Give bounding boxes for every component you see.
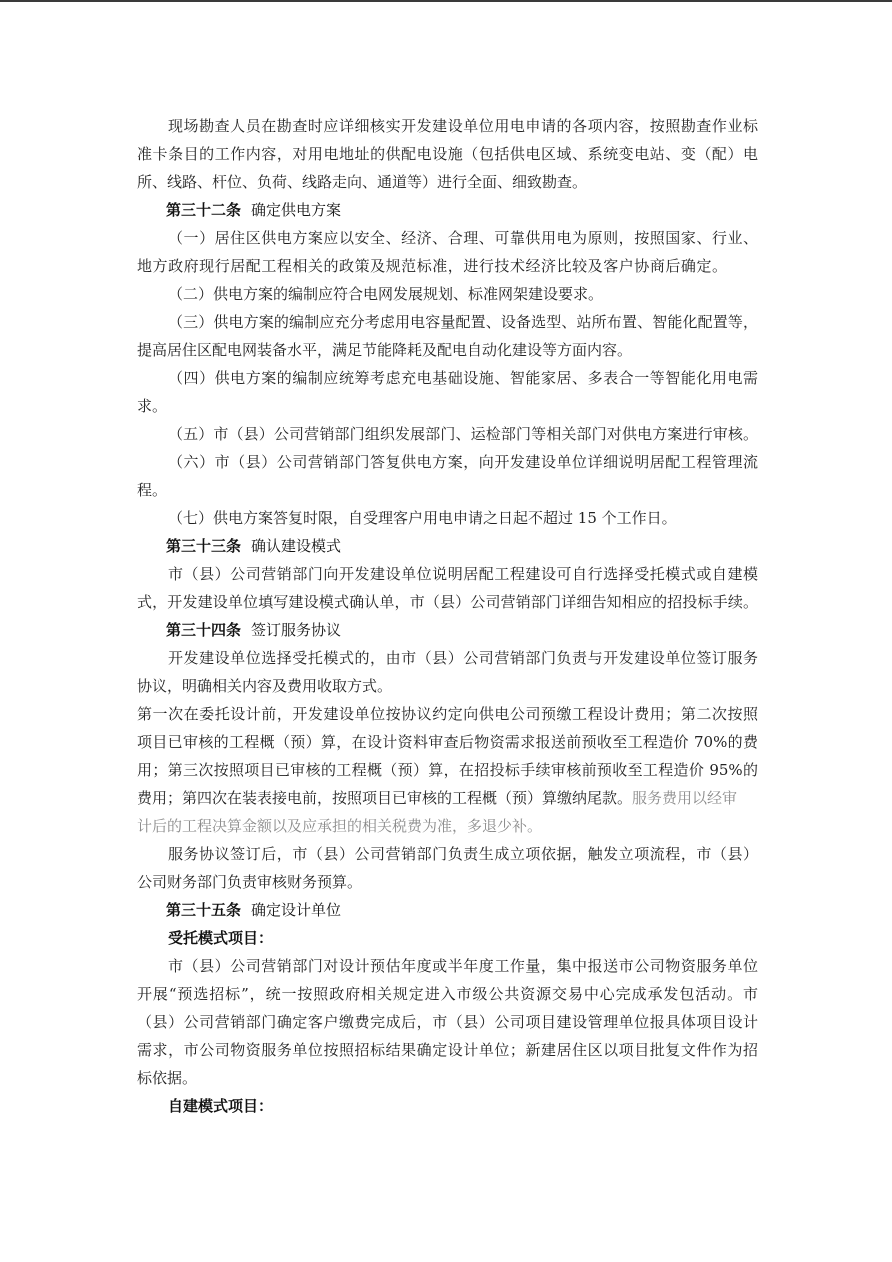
paragraph-line: 市（县）公司营销部门向开发建设单位说明居配工程建设可自行选择受托模式或自建模 xyxy=(168,565,758,583)
article-heading-33 xyxy=(166,536,341,556)
article-title: 确定设计单位 xyxy=(251,901,342,919)
paragraph-line: 所、线路、杆位、负荷、线路走向、通道等）进行全面、细致勘查。 xyxy=(137,173,588,191)
paragraph-line: 提高居住区配电网装备水平，满足节能降耗及配电自动化建设等方面内容。 xyxy=(137,341,633,359)
article-number: 第三十二条 xyxy=(166,201,242,219)
paragraph-line: 开展“预选招标”，统一按照政府相关规定进入市级公共资源交易中心完成承发包活动。市 xyxy=(137,985,758,1003)
paragraph-line: （七）供电方案答复时限，自受理客户用电申请之日起不超过 15 个工作日。 xyxy=(168,509,677,527)
paragraph-line: （二）供电方案的编制应符合电网发展规划、标准网架建设要求。 xyxy=(168,285,604,303)
paragraph-line: 第一次在委托设计前，开发建设单位按协议约定向供电公司预缴工程设计费用；第二次按照 xyxy=(137,705,758,723)
article-number: 第三十三条 xyxy=(166,537,242,555)
paragraph-line: 程。 xyxy=(137,481,168,499)
paragraph-line: 计后的工程决算金额以及应承担的相关税费为准，多退少补。 xyxy=(137,817,543,835)
paragraph-line xyxy=(137,788,737,808)
paragraph-line: 式，开发建设单位填写建设模式确认单，市（县）公司营销部门详细告知相应的招投标手续。 xyxy=(137,593,758,611)
article-heading-34 xyxy=(166,620,341,640)
paragraph-line: （六）市（县）公司营销部门答复供电方案，向开发建设单位详细说明居配工程管理流 xyxy=(168,453,758,471)
paragraph-line: 准卡条目的工作内容，对用电地址的供配电设施（包括供电区域、系统变电站、变（配）电 xyxy=(137,145,758,163)
paragraph-line: 求。 xyxy=(137,397,168,415)
paragraph-line: （四）供电方案的编制应统筹考虑充电基础设施、智能家居、多表合一等智能化用电需 xyxy=(168,369,758,387)
paragraph-line: （五）市（县）公司营销部门组织发展部门、运检部门等相关部门对供电方案进行审核。 xyxy=(168,425,758,443)
paragraph-line: （县）公司营销部门确定客户缴费完成后，市（县）公司项目建设管理单位报具体项目设计 xyxy=(137,1013,758,1031)
article-title: 确定供电方案 xyxy=(251,201,342,219)
paragraph-line: 开发建设单位选择受托模式的，由市（县）公司营销部门负责与开发建设单位签订服务 xyxy=(168,649,758,667)
text-segment: 费用；第四次在装表接电前，按照项目已审核的工程概（预）算缴纳尾款。 xyxy=(137,789,633,807)
article-number: 第三十四条 xyxy=(166,621,242,639)
paragraph-line: 协议，明确相关内容及费用收取方式。 xyxy=(137,677,393,695)
subheading: 受托模式项目： xyxy=(168,929,274,947)
article-heading-35 xyxy=(166,900,341,920)
paragraph-line: 需求，市公司物资服务单位按照招标结果确定设计单位；新建居住区以项目批复文件作为招 xyxy=(137,1041,758,1059)
paragraph-line: （三）供电方案的编制应充分考虑用电容量配置、设备选型、站所布置、智能化配置等， xyxy=(168,313,758,331)
article-title: 签订服务协议 xyxy=(251,621,342,639)
paragraph-line: （一）居住区供电方案应以安全、经济、合理、可靠供用电为原则，按照国家、行业、 xyxy=(168,229,758,247)
paragraph-line: 标依据。 xyxy=(137,1069,198,1087)
paragraph-line: 服务协议签订后，市（县）公司营销部门负责生成立项依据，触发立项流程，市（县） xyxy=(168,845,758,863)
gray-text-segment: 服务费用以经审 xyxy=(632,789,738,807)
paragraph-line: 项目已审核的工程概（预）算，在设计资料审查后物资需求报送前预收至工程造价 70%的费 xyxy=(137,733,758,751)
paragraph-line: 用；第三次按照项目已审核的工程概（预）算，在招投标手续审核前预收至工程造价 95%的 xyxy=(137,761,758,779)
paragraph-line: 公司财务部门负责审核财务预算。 xyxy=(137,873,363,891)
paragraph-line: 地方政府现行居配工程相关的政策及规范标准，进行技术经济比较及客户协商后确定。 xyxy=(137,257,727,275)
paragraph-line: 市（县）公司营销部门对设计预估年度或半年度工作量，集中报送市公司物资服务单位 xyxy=(168,957,758,975)
article-number: 第三十五条 xyxy=(166,901,242,919)
article-title: 确认建设模式 xyxy=(251,537,342,555)
subheading: 自建模式项目： xyxy=(168,1097,274,1115)
article-heading-32 xyxy=(166,200,341,220)
page-top-border xyxy=(0,0,892,2)
paragraph-line: 现场勘查人员在勘查时应详细核实开发建设单位用电申请的各项内容，按照勘查作业标 xyxy=(168,117,758,135)
